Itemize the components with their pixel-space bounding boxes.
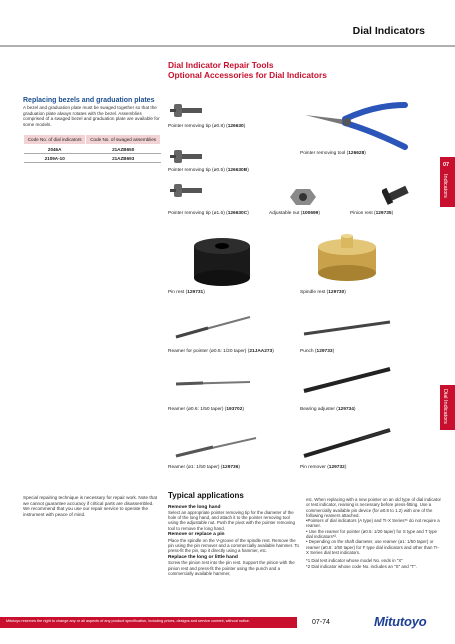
table-header: Code No. of dial indicators (24, 135, 86, 145)
table-cell: 21AZB693 (86, 154, 161, 163)
repair-note-p1: Special repairing technique is necessary for repair work. Note that we cannot guarantee accuracy if critical parts are disassembled. (23, 495, 158, 506)
reamer-06-image (168, 372, 258, 394)
spindle-rest-image (312, 233, 382, 288)
pin-rest-image (188, 232, 256, 287)
table-cell: 21AZB650 (86, 145, 161, 154)
bullet: •Pointers of dial indicators (A type) and TI-X Series*¹ do not require a reamer. (306, 518, 440, 529)
table-row (24, 154, 161, 163)
swaged-assembly-table (23, 134, 161, 163)
paragraph: Screw the pinion rest into the pin rest. Support the pinion with the pinion rest and press-fit the pointer using the punch and a commercially available hammer, (168, 560, 295, 577)
caption-reamer-06: Reamer (ø0.6: 1/50 taper) (193702) (168, 407, 245, 412)
subheading: Remove or replace a pin (168, 532, 225, 538)
table-row (24, 145, 161, 154)
caption-adjustable-nut: Adjustable nut (100699) (269, 211, 320, 216)
header-divider (0, 45, 455, 47)
footnote: *2 Dial indicator whose code No. includes an "S" and "T". (306, 563, 417, 569)
caption-pointer-removing-tip-05: Pointer removing tip (ø0.5) (126630B) (168, 168, 249, 173)
caption-pointer-removing-tool: Pointer removing tool (126628) (300, 151, 366, 156)
pin-remover-image (300, 426, 395, 460)
pointer-removing-tip-08-image (168, 100, 208, 122)
table-header: Code No. of swaged assemblies (86, 135, 161, 145)
bearing-adjuster-image (300, 365, 395, 395)
typical-applications-title: Typical applications (168, 491, 244, 500)
punch-image (300, 318, 395, 338)
caption-punch: Punch (129733) (300, 349, 335, 354)
page-title-line1: Dial Indicator Repair Tools (168, 60, 274, 70)
reamer-pointer-image (168, 312, 258, 342)
caption-pointer-removing-tip-16: Pointer removing tip (ø1.6) (126630C) (168, 211, 249, 216)
adjustable-nut-image (288, 186, 318, 208)
typical-applications-col1 (168, 503, 301, 576)
subheading: Remove the long hand (168, 504, 221, 510)
bullet: • Use the reamer for pointer (ø0.5: 1/20 taper) for S type and T type dial indicators*². (306, 528, 437, 540)
subheading: Replace the long or little hand (168, 555, 238, 561)
pointer-removing-tip-16-image (168, 180, 208, 202)
repair-note-p2: We recommend that you use our repair service to operate the instrument with peace of mind. (23, 506, 149, 517)
paragraph: etc. When replacing with a new pointer on an old type of dial indicator or test indicator, reaming is necessary before press-fitting. Use a commercially available pin device (for ø0.8 to 1.2) with one of the following reamers attached. (306, 497, 441, 518)
side-tab-label-dial-indicators: Dial Indicators (442, 389, 448, 424)
repair-note (23, 495, 163, 517)
pointer-removing-tool-image (300, 95, 410, 150)
bullet: • Depending on the shaft diameter, use reamer (ø1: 1/50 taper) or reamer (ø0.6: 1/50 taper) for F type dial indicators and other than TI-X Series dial test indicators. (306, 539, 439, 555)
table-cell: 2046A (24, 145, 86, 154)
side-tab-label-indicators: Indicators (442, 174, 448, 198)
paragraph: Select an appropriate pointer removing tip for the diameter of the hole of the long hand, and attach it to the pointer removing tool using the adjustable nut. Push the pivot with the pointer removing tool to remove the long hand. (168, 509, 295, 531)
pinion-rest-image (382, 178, 412, 208)
caption-spindle-rest: Spindle rest (129730) (300, 290, 346, 295)
page-title-line2: Optional Accessories for Dial Indicators (168, 70, 327, 80)
paragraph: Place the spindle on the V-groove of the spindle rest. Remove the pin using the pin remover and a commercially available hammer. To press-fit the pin, tap it directly using a hammer, etc. (168, 537, 299, 554)
reamer-1-image (168, 432, 263, 462)
caption-reamer-pointer: Reamer for pointer (ø0.5: 1/20 taper) (21JAA273) (168, 349, 274, 354)
caption-pointer-removing-tip-08: Pointer removing tip (ø0.8) (126630) (168, 124, 246, 129)
page-title (168, 60, 327, 80)
side-tab-number: 07 (443, 162, 450, 168)
caption-pin-rest: Pin rest (129731) (168, 290, 205, 295)
bezel-section-heading: Replacing bezels and graduation plates (23, 97, 155, 104)
caption-pinion-rest: Pinion rest (129735) (350, 211, 394, 216)
page-number: 07-74 (312, 619, 330, 626)
table-cell: 2109A-10 (24, 154, 86, 163)
page-section-title: Dial Indicators (352, 25, 425, 37)
footnote: *1 Dial test indicator whose model No. ends in "X" (306, 558, 403, 564)
pointer-removing-tip-05-image (168, 146, 208, 168)
caption-reamer-1: Reamer (ø1: 1/50 taper) (129736) (168, 465, 241, 470)
caption-pin-remover: Pin remover (129732) (300, 465, 347, 470)
bezel-section-body: A bezel and graduation plate must be swaged together so that the graduation plate always rotates with the bezel. Assemblies comprised of a swaged bezel and graduation plate are available for some models. (23, 105, 160, 127)
typical-applications-col2 (306, 497, 441, 569)
mitutoyo-logo[interactable]: Mitutoyo (374, 614, 427, 629)
caption-bearing-adjuster: Bearing adjuster (129734) (300, 407, 356, 412)
footer-disclaimer: Mitutoyo reserves the right to change any or all aspects of any product specification, including prices, designs and service content, without notice. (6, 619, 250, 623)
